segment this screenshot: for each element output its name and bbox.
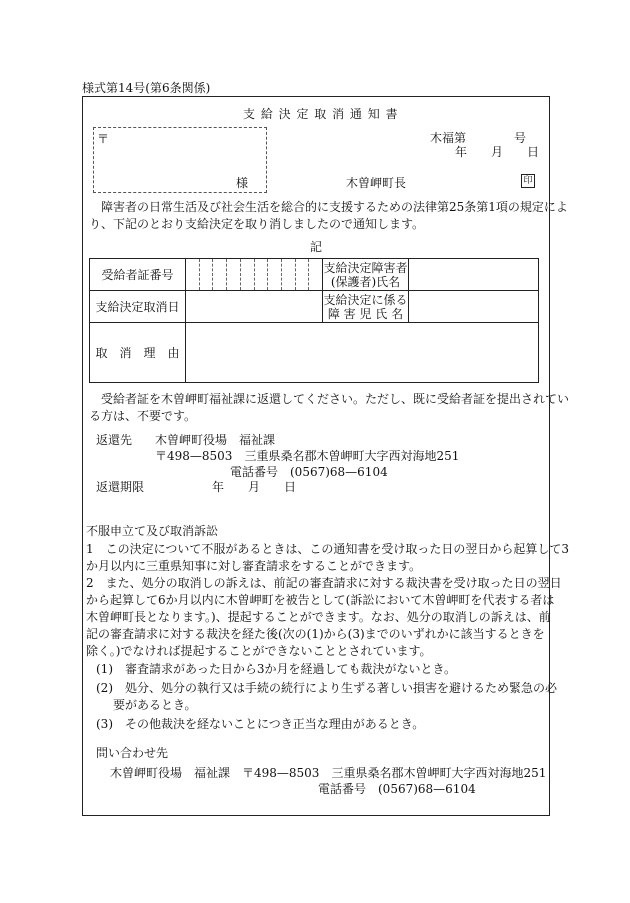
cancel-date-field[interactable] bbox=[186, 291, 323, 323]
contact-line: 木曽岬町役場 福祉課 〒498—8503 三重県桑名郡木曽岬町大字西対海地251 bbox=[110, 766, 547, 780]
cancel-date-label: 支給決定取消日 bbox=[90, 291, 186, 323]
appeal-line-5: 木曽岬町長となります。)、提起することができます。なお、処分の取消しの訴えは、前 bbox=[86, 610, 551, 624]
appeal-item-3-text: その他裁決を経ないことにつき正当な理由があるとき。 bbox=[125, 717, 425, 731]
recipient-name-label: 支給決定障害者 (保護者)氏名 bbox=[323, 260, 408, 289]
appeal-line-2: か月以内に三重県知事に対し審査請求をすることができます。 bbox=[86, 559, 422, 573]
cert-no-cells[interactable] bbox=[186, 259, 323, 291]
return-to-label: 返還先 bbox=[96, 433, 133, 447]
form-label: 様式第14号(第6条関係) bbox=[82, 81, 211, 95]
appeal-line-3: 2 また、処分の取消しの訴えは、前記の審査請求に対する裁決書を受け取った日の翌日 bbox=[86, 576, 562, 590]
appeal-title: 不服申立て及び取消訴訟 bbox=[86, 524, 219, 538]
appeal-item-1-text: 審査請求があった日から3か月を経過しても裁決がないとき。 bbox=[125, 662, 457, 676]
appeal-line-4: から起算して6か月以内に木曽岬町を被告として(訴訟において木曽岬町を代表する者は bbox=[86, 593, 555, 607]
date-line: 年 月 日 bbox=[455, 145, 540, 159]
doc-title: 支 給 決 定 取 消 通 知 書 bbox=[243, 107, 399, 121]
return-deadline-value: 年 月 日 bbox=[212, 480, 297, 494]
contact-phone: 電話番号 (0567)68—6104 bbox=[318, 782, 476, 796]
appeal-item-2-text-1: 処分、処分の執行又は手続の続行により生ずる著しい損害を避けるため緊急の必 bbox=[125, 681, 558, 695]
honorific: 様 bbox=[236, 176, 249, 190]
appeal-item-2-no: (2) bbox=[96, 681, 113, 695]
ki-mark: 記 bbox=[310, 240, 323, 254]
return-address: 〒498—8503 三重県桑名郡木曽岬町大字西対海地251 bbox=[155, 449, 460, 463]
appeal-item-1-no: (1) bbox=[96, 662, 113, 676]
return-notice-line-2: る方は、不要です。 bbox=[89, 409, 197, 423]
return-phone: 電話番号 (0567)68—6104 bbox=[230, 465, 388, 479]
doc-number: 木福第 号 bbox=[430, 131, 527, 145]
recipient-table bbox=[89, 258, 539, 383]
issuer: 木曽岬町長 bbox=[346, 176, 407, 190]
child-name-field[interactable] bbox=[409, 291, 539, 323]
contact-title: 問い合わせ先 bbox=[96, 746, 169, 760]
intro-line-1: 障害者の日常生活及び社会生活を総合的に支援するための法律第25条第1項の規定によ bbox=[89, 200, 568, 214]
reason-field[interactable] bbox=[186, 323, 539, 383]
child-name-label: 支給決定に係る 障 害 児 氏 名 bbox=[323, 292, 408, 321]
postal-mark: 〒 bbox=[97, 132, 110, 146]
cert-no-label: 受給者証番号 bbox=[90, 259, 186, 291]
appeal-line-7: 除く。)でなければ提起することができないこととされています。 bbox=[86, 644, 432, 658]
return-deadline-label: 返還期限 bbox=[96, 480, 145, 494]
reason-label: 取 消 理 由 bbox=[90, 323, 186, 383]
return-office: 木曽岬町役場 福祉課 bbox=[155, 433, 276, 447]
intro-line-2: り、下記のとおり支給決定を取り消しましたので通知します。 bbox=[89, 217, 425, 231]
seal-mark: 印 bbox=[521, 174, 535, 188]
recipient-name-field[interactable] bbox=[409, 259, 539, 291]
return-notice-line-1: 受給者証を木曽岬町福祉課に返還してください。ただし、既に受給者証を提出されてい bbox=[89, 392, 570, 406]
appeal-line-1: 1 この決定について不服があるときは、この通知書を受け取った日の翌日から起算して3 bbox=[86, 542, 570, 556]
appeal-item-3-no: (3) bbox=[96, 717, 113, 731]
appeal-line-6: 記の審査請求に対する裁決を経た後(次の(1)から(3)までのいずれかに該当するときを bbox=[86, 627, 545, 641]
appeal-item-2-text-2: 要があるとき。 bbox=[113, 698, 197, 712]
